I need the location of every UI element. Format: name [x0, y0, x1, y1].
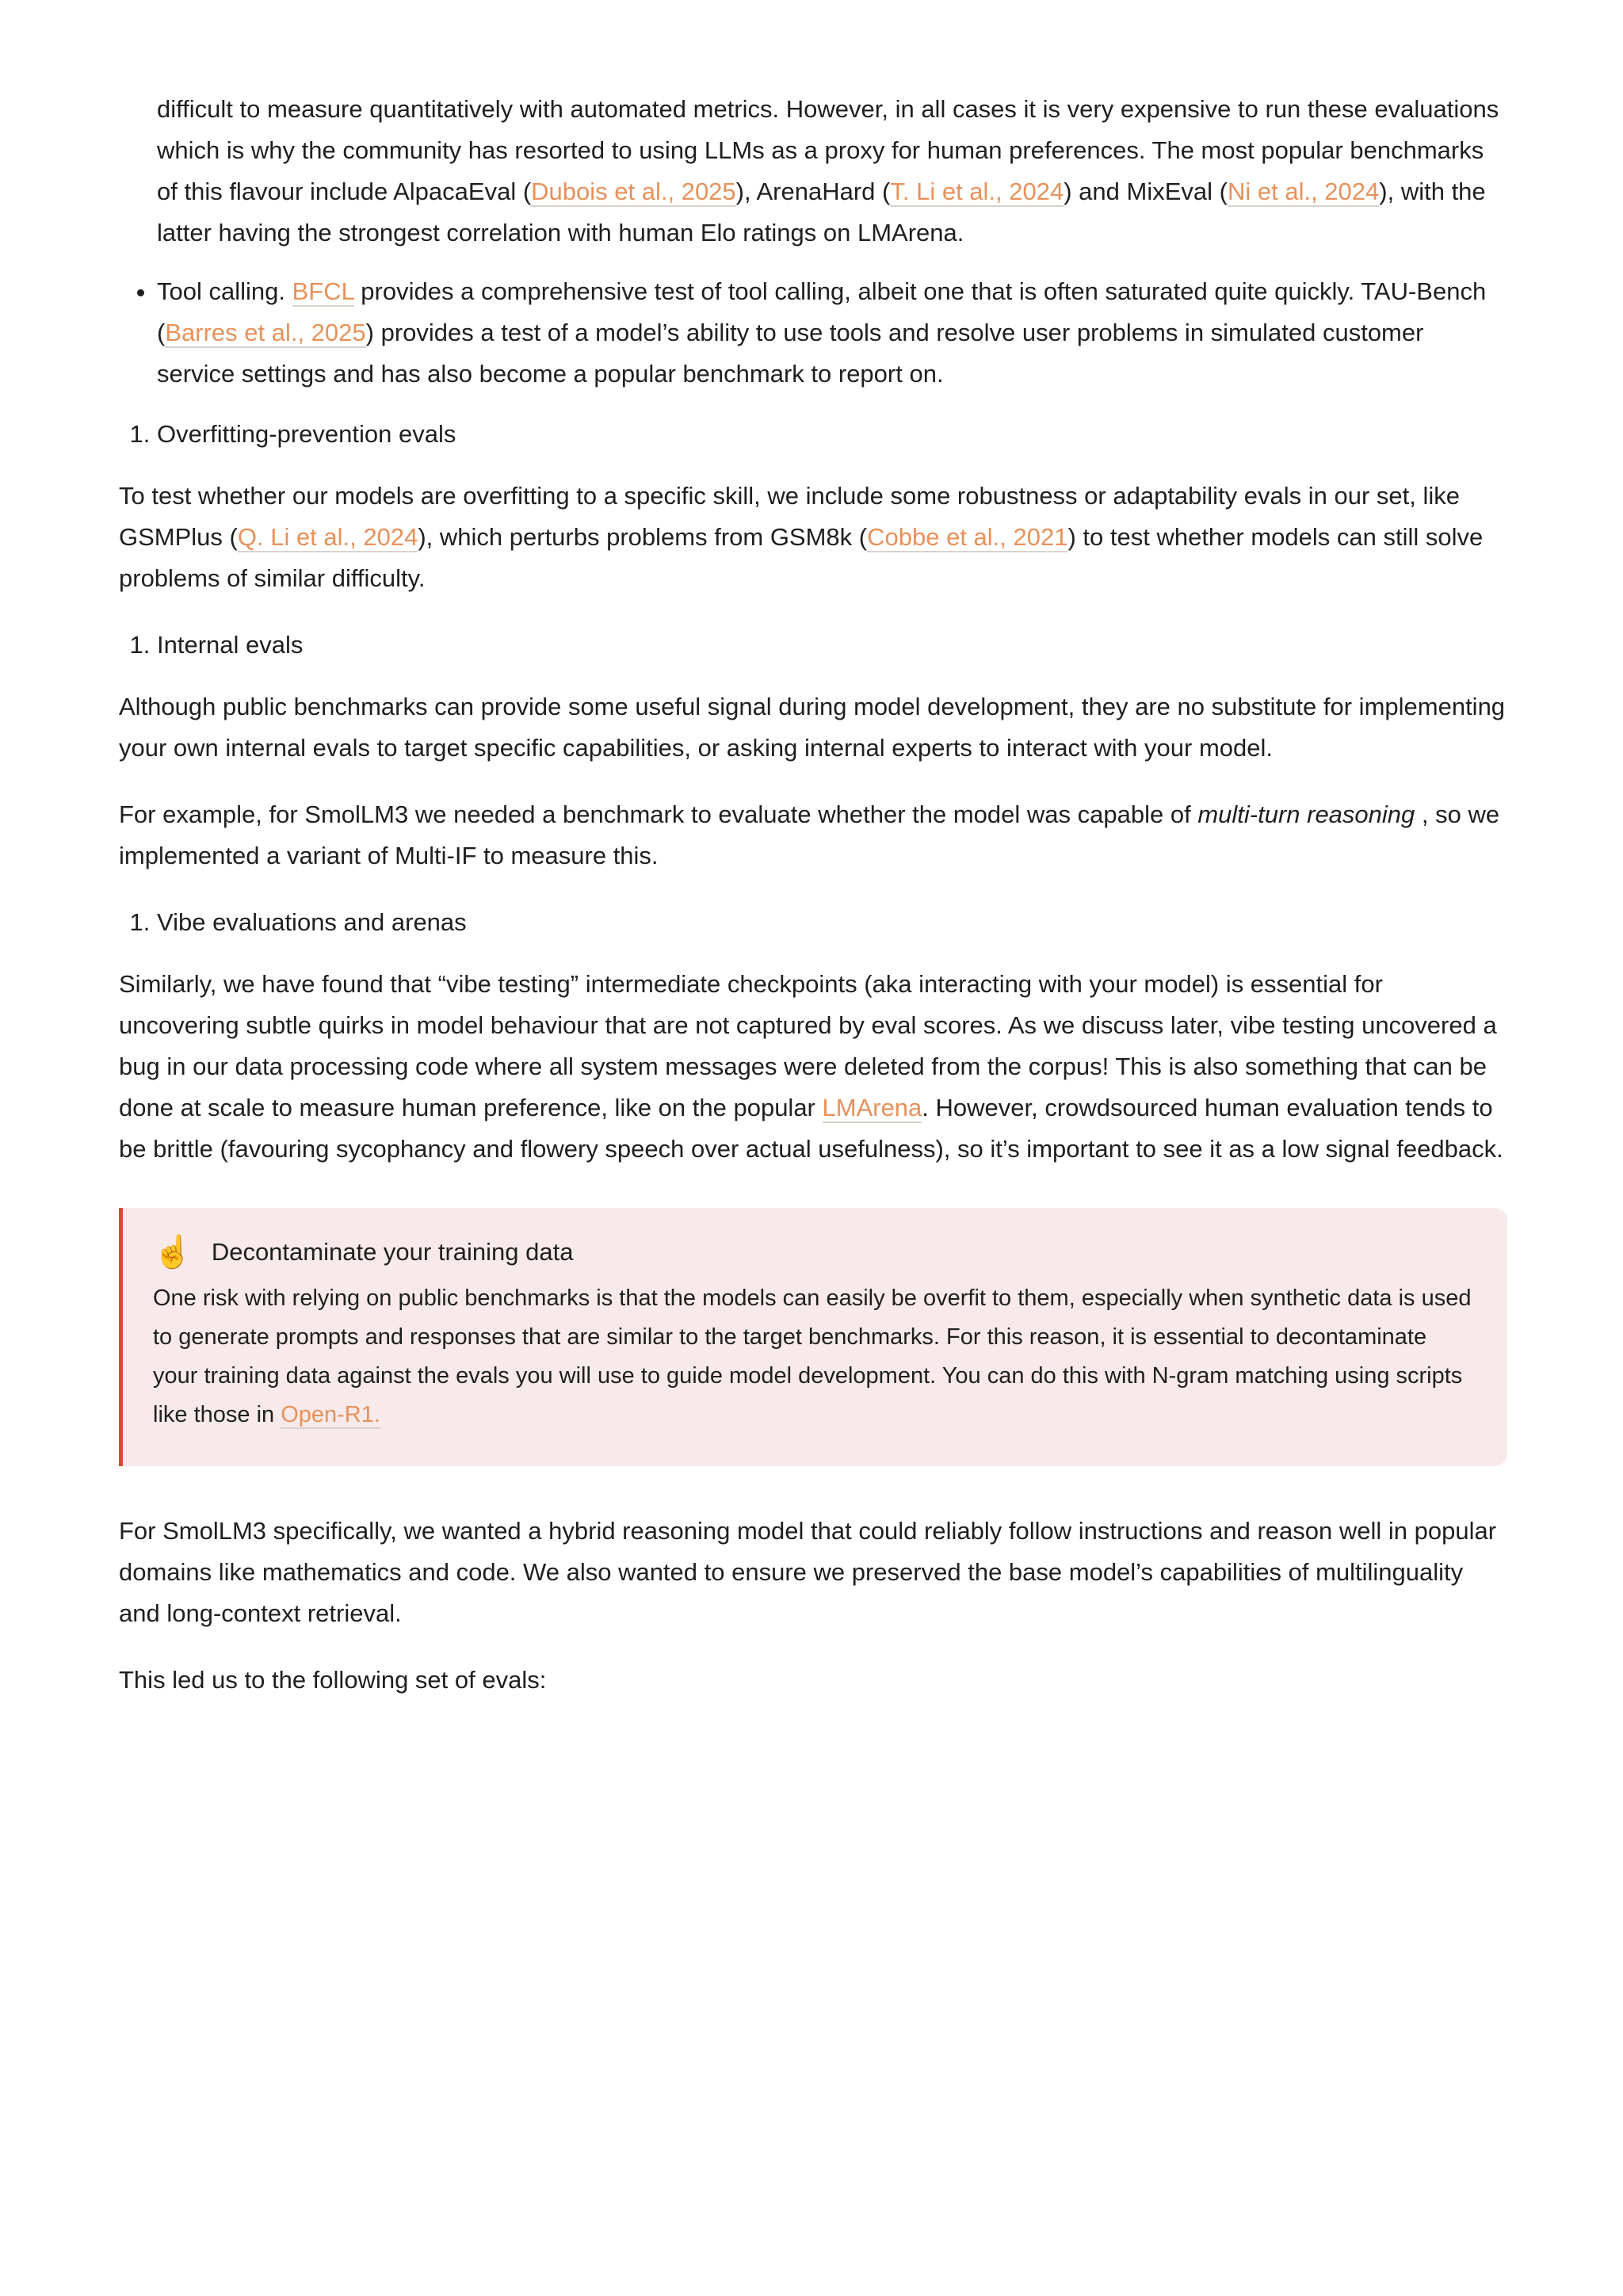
list-item-vibe: 1. Vibe evaluations and arenas: [157, 902, 1507, 943]
citation-q-li-2024[interactable]: Q. Li et al., 2024: [237, 523, 418, 551]
callout-title: [153, 1232, 1477, 1273]
citation-ni-2024[interactable]: Ni et al., 2024: [1227, 178, 1380, 205]
paragraph-overfitting: To test whether our models are overfitting to a specific skill, we include some robustness or adaptability evals in our set, like GSMPlus (Q. Li et al., 2024), which perturbs problems from GSM8k (Cobbe et al., 2021) to test whether models can still solve problems of similar difficulty.: [119, 482, 1484, 592]
citation-barres-2025[interactable]: Barres et al., 2025: [165, 319, 366, 346]
article-content: [119, 89, 1507, 1701]
paragraph-example: For example, for SmolLM3 we needed a benchmark to evaluate whether the model was capable of multi-turn reasoning , so we implemented a variant of Multi-IF to measure this.: [119, 800, 1500, 869]
bullet-list: [119, 271, 1507, 395]
link-bfcl[interactable]: BFCL: [292, 277, 354, 305]
link-open-r1[interactable]: Open-R1.: [281, 1402, 380, 1427]
citation-dubois-2025[interactable]: Dubois et al., 2025: [531, 178, 736, 205]
continued-paragraph: difficult to measure quantitatively with automated metrics. However, in all cases it is very expensive to run these evaluations which is why the community has resorted to using LLMs as a proxy for human preferences. The most popular benchmarks of this flavour include AlpacaEval (Dubois et al., 2025), ArenaHard (T. Li et al., 2024) and MixEval (Ni et al., 2024), with the latter having the strongest correlation with human Elo ratings on LMArena.: [157, 95, 1499, 246]
paragraph-vibe: Similarly, we have found that “vibe testing” intermediate checkpoints (aka interacting with your model) is essential for uncovering subtle quirks in model behaviour that are not captured by eval scores. As we discuss later, vibe testing uncovered a bug in our data processing code where all system messages were deleted from the corpus! This is also something that can be done at scale to measure human preference, like on the popular LMArena. However, crowdsourced human evaluation tends to be brittle (favouring sycophancy and flowery speech over actual usefulness), so it’s important to see it as a low signal feedback.: [119, 970, 1503, 1163]
list-item-internal: 1. Internal evals: [157, 625, 1507, 666]
link-lmarena[interactable]: LMArena: [822, 1094, 922, 1121]
numbered-list-vibe: [119, 902, 1507, 943]
citation-t-li-2024[interactable]: T. Li et al., 2024: [890, 178, 1064, 205]
numbered-list-overfitting: [119, 414, 1507, 455]
bullet-tool-calling: • Tool calling. BFCL provides a comprehensive test of tool calling, albeit one that is often saturated quite quickly. TAU-Bench (Barres et al., 2025) provides a test of a model’s ability to use tools and resolve user problems in simulated customer service settings and has also become a popular benchmark to report on.: [157, 271, 1507, 395]
pointing-finger-icon: ☝️: [153, 1235, 193, 1270]
callout-decontaminate: [119, 1208, 1507, 1466]
paragraph-led-evals: This led us to the following set of evals:: [119, 1666, 547, 1694]
list-item-overfitting: 1. Overfitting-prevention evals: [157, 414, 1507, 455]
numbered-list-internal: [119, 625, 1507, 666]
citation-cobbe-2021[interactable]: Cobbe et al., 2021: [867, 523, 1068, 551]
callout-body: One risk with relying on public benchmarks is that the models can easily be overfit to them, especially when synthetic data is used to generate prompts and responses that are similar to the target benchmarks. For this reason, it is essential to decontaminate your training data against the evals you will use to guide model development. You can do this with N-gram matching using scripts like those in Open-R1.: [153, 1286, 1472, 1427]
paragraph-smollm3: For SmolLM3 specifically, we wanted a hybrid reasoning model that could reliably follow instructions and reason well in popular domains like mathematics and code. We also wanted to ensure we preserved the base model’s capabilities of multilinguality and long-context retrieval.: [119, 1517, 1497, 1627]
paragraph-internal: Although public benchmarks can provide some useful signal during model development, they are no substitute for implementing your own internal evals to target specific capabilities, or asking internal experts to interact with your model.: [119, 693, 1506, 762]
callout-title-text: Decontaminate your training data: [211, 1238, 574, 1266]
